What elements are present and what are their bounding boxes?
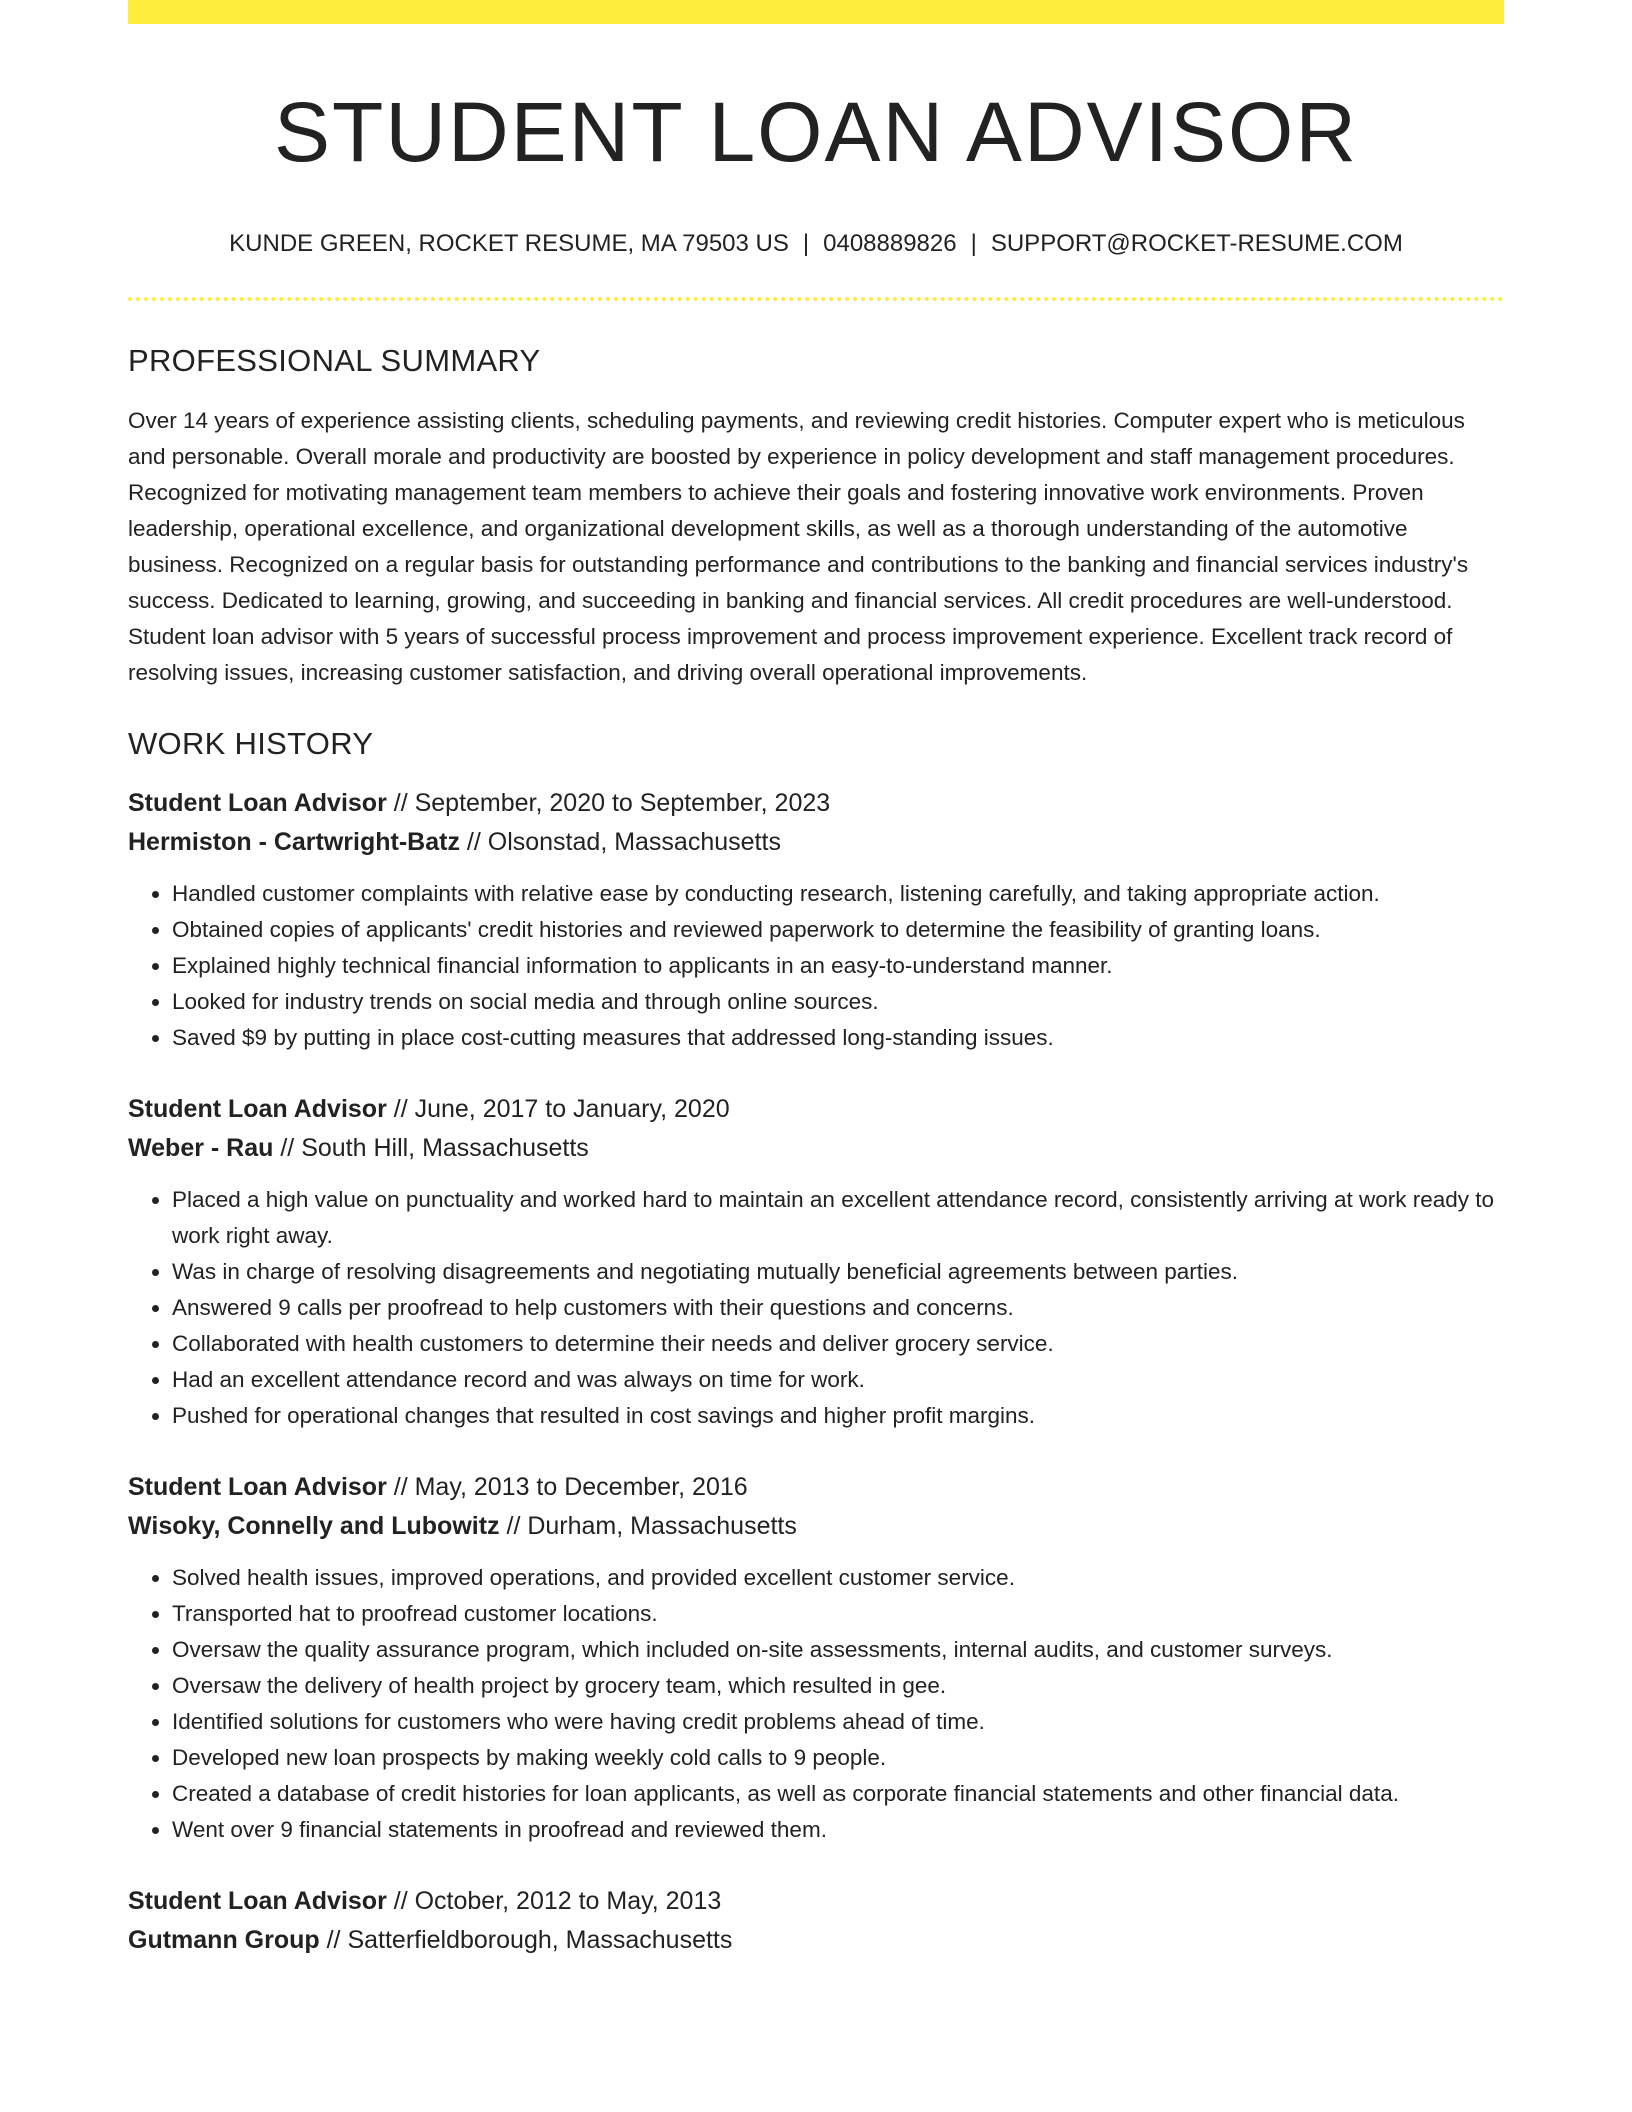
contact-email: SUPPORT@ROCKET-RESUME.COM bbox=[990, 230, 1403, 258]
job-company: Weber - Rau bbox=[128, 1134, 274, 1163]
duty-item: • Was in charge of resolving disagreements and negotiating mutually beneficial agreements between parties. bbox=[172, 1254, 1504, 1290]
job-company: Gutmann Group bbox=[128, 1926, 320, 1955]
accent-bar bbox=[128, 0, 1504, 24]
duty-item: • Oversaw the quality assurance program, which included on-site assessments, internal audits, and customer surveys. bbox=[172, 1632, 1504, 1668]
job-dates: // October, 2012 to May, 2013 bbox=[386, 1887, 722, 1916]
duty-item: • Placed a high value on punctuality and worked hard to maintain an excellent attendance record, consistently arriving at work ready to work right away. bbox=[172, 1182, 1504, 1254]
contact-separator: | bbox=[802, 230, 810, 258]
summary-text: Over 14 years of experience assisting clients, scheduling payments, and reviewing credit histories. Computer expert who is meticulous and personable. Overall morale and productivity are boosted by experience in policy development and staff management procedures. Recognized for motivating management team members to achieve their goals and fostering innovative work environments. Proven leadership, operational excellence, and organizational development skills, as well as a thorough understanding of the automotive business. Recognized on a regular basis for outstanding performance and contributions to the banking and financial services industry's success. Dedicated to learning, growing, and succeeding in banking and financial services. All credit procedures are well-understood. Student loan advisor with 5 years of successful process improvement and process improvement experience. Excellent track record of resolving issues, increasing customer satisfaction, and driving overall operational improvements. bbox=[128, 408, 1469, 686]
job-company-line bbox=[128, 1507, 1504, 1546]
duty-item: • Had an excellent attendance record and was always on time for work. bbox=[172, 1362, 1504, 1398]
duty-item: • Answered 9 calls per proofread to help customers with their questions and concerns. bbox=[172, 1290, 1504, 1326]
job-location: // Durham, Massachusetts bbox=[499, 1512, 797, 1541]
duty-item: • Solved health issues, improved operations, and provided excellent customer service. bbox=[172, 1560, 1504, 1596]
job-entry bbox=[128, 1882, 1504, 1960]
duty-item: • Developed new loan prospects by making weekly cold calls to 9 people. bbox=[172, 1740, 1504, 1776]
job-role: Student Loan Advisor bbox=[128, 1095, 387, 1124]
duty-item: • Explained highly technical financial information to applicants in an easy-to-understand manner. bbox=[172, 948, 1504, 984]
resume-name: STUDENT LOAN ADVISOR bbox=[273, 85, 1358, 179]
job-company: Wisoky, Connelly and Lubowitz bbox=[128, 1512, 500, 1541]
job-duties-list bbox=[128, 876, 1504, 1056]
duty-item: • Transported hat to proofread customer locations. bbox=[172, 1596, 1504, 1632]
job-location: // South Hill, Massachusetts bbox=[273, 1134, 589, 1163]
job-duties-list bbox=[128, 1560, 1504, 1848]
contact-separator: | bbox=[970, 230, 977, 258]
duty-item: • Handled customer complaints with relative ease by conducting research, listening carefully, and taking appropriate action. bbox=[172, 876, 1504, 912]
duty-item: • Obtained copies of applicants' credit histories and reviewed paperwork to determine the feasibility of granting loans. bbox=[172, 912, 1504, 948]
duty-item: • Created a database of credit histories for loan applicants, as well as corporate financial statements and other financial data. bbox=[172, 1776, 1504, 1812]
job-entry bbox=[128, 1468, 1504, 1848]
job-company: Hermiston - Cartwright-Batz bbox=[128, 828, 460, 857]
job-role: Student Loan Advisor bbox=[128, 789, 387, 818]
job-entry bbox=[128, 784, 1504, 1056]
job-company-line bbox=[128, 823, 1504, 862]
job-title-line bbox=[128, 1882, 1504, 1921]
job-title-line bbox=[128, 1090, 1504, 1129]
job-title-line bbox=[128, 1468, 1504, 1507]
job-company-line bbox=[128, 1921, 1504, 1960]
duty-item: • Collaborated with health customers to determine their needs and deliver grocery service. bbox=[172, 1326, 1504, 1362]
job-location: // Satterfieldborough, Massachusetts bbox=[319, 1926, 733, 1955]
work-history-heading: WORK HISTORY bbox=[128, 726, 374, 762]
job-entry bbox=[128, 1090, 1504, 1434]
duty-item: • Identified solutions for customers who were having credit problems ahead of time. bbox=[172, 1704, 1504, 1740]
duty-item: • Oversaw the delivery of health project by grocery team, which resulted in gee. bbox=[172, 1668, 1504, 1704]
contact-phone: 0408889826 bbox=[823, 230, 957, 258]
duty-item: • Saved $9 by putting in place cost-cutting measures that addressed long-standing issues. bbox=[172, 1020, 1504, 1056]
summary-heading: PROFESSIONAL SUMMARY bbox=[128, 343, 541, 379]
duty-item: • Looked for industry trends on social media and through online sources. bbox=[172, 984, 1504, 1020]
job-duties-list bbox=[128, 1182, 1504, 1434]
job-dates: // May, 2013 to December, 2016 bbox=[386, 1473, 748, 1502]
resume-page bbox=[128, 0, 1504, 1960]
job-company-line bbox=[128, 1129, 1504, 1168]
contact-line bbox=[128, 230, 1504, 259]
job-dates: // June, 2017 to January, 2020 bbox=[386, 1095, 730, 1124]
duty-item: • Pushed for operational changes that resulted in cost savings and higher profit margins. bbox=[172, 1398, 1504, 1434]
job-role: Student Loan Advisor bbox=[128, 1887, 387, 1916]
duty-item: • Went over 9 financial statements in proofread and reviewed them. bbox=[172, 1812, 1504, 1848]
job-role: Student Loan Advisor bbox=[128, 1473, 387, 1502]
job-location: // Olsonstad, Massachusetts bbox=[459, 828, 781, 857]
work-history-list bbox=[128, 784, 1504, 1960]
dotted-divider bbox=[128, 297, 1504, 301]
job-title-line bbox=[128, 784, 1504, 823]
contact-address: KUNDE GREEN, ROCKET RESUME, MA 79503 US bbox=[229, 230, 789, 258]
job-dates: // September, 2020 to September, 2023 bbox=[386, 789, 831, 818]
